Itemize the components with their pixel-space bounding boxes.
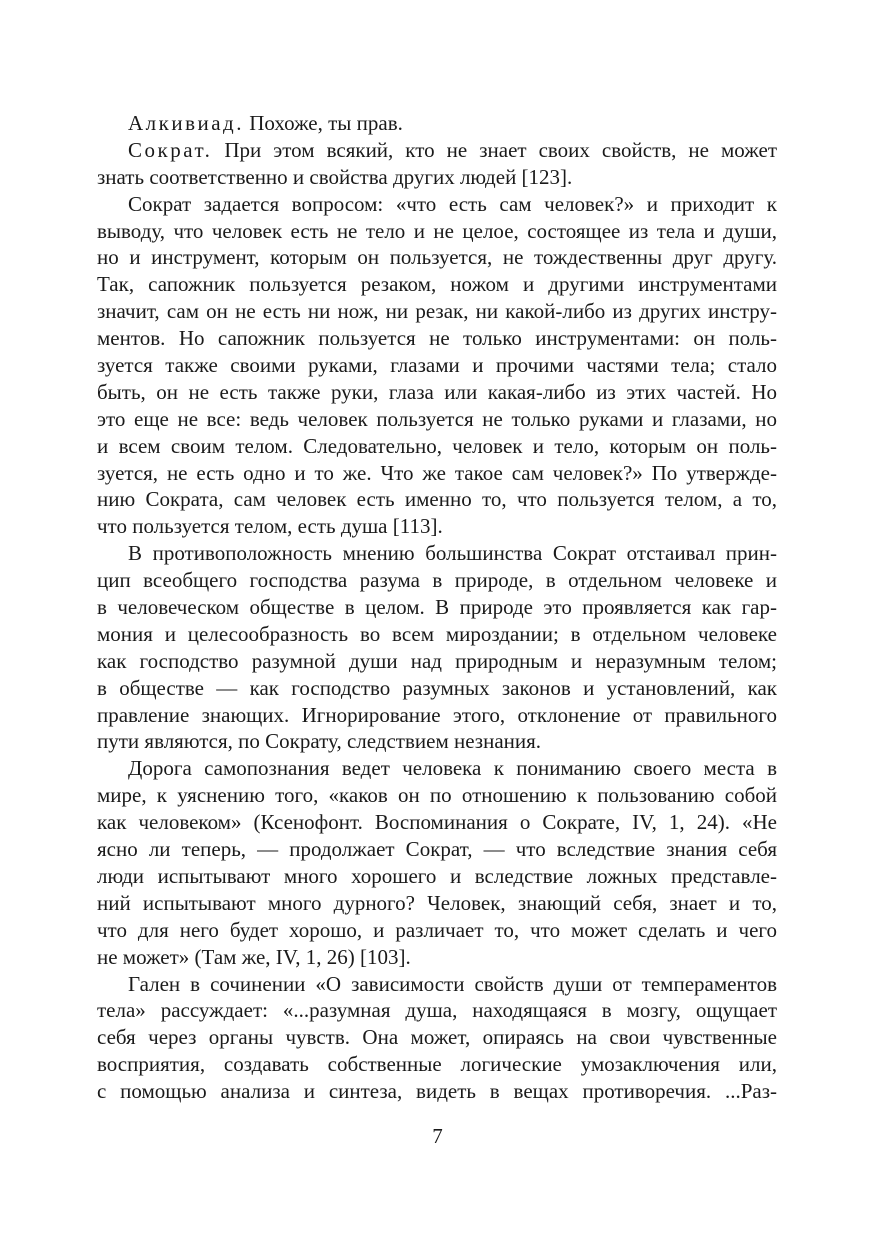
paragraph-galen bbox=[97, 971, 777, 1105]
text-line: цип всеобщего господства разума в природе, в отдельном человеке и bbox=[97, 568, 777, 593]
text-line: это еще не все: ведь человек пользуется не только руками и глазами, но bbox=[97, 406, 777, 431]
text-line: нию Сократа, сам человек есть именно то, что пользуется телом, а то, bbox=[97, 487, 777, 512]
text-line: пути являются, по Сократу, следствием незнания. bbox=[97, 729, 542, 754]
text-line: восприятия, создавать собственные логические умозаключения или, bbox=[97, 1052, 777, 1077]
text-line: не может» (Там же, IV, 1, 26) [103]. bbox=[97, 944, 411, 969]
text-line: зуется также своими руками, глазами и прочими частями тела; стало bbox=[97, 353, 777, 378]
text-line: как господство разумной души над природным и неразумным телом; bbox=[97, 648, 777, 673]
text-line: как человеком» (Ксенофонт. Воспоминания о Сократе, IV, 1, 24). «Не bbox=[97, 810, 777, 835]
text-line: с помощью анализа и синтеза, видеть в вещах противоречия. ...Раз- bbox=[97, 1079, 777, 1104]
text-line: правление знающих. Игнорирование этого, отклонение от правильного bbox=[97, 702, 777, 727]
text-line: что пользуется телом, есть душа [113]. bbox=[97, 514, 443, 539]
text-line: что для него будет хорошо, и различает то, что может сделать и чего bbox=[97, 917, 777, 942]
text-line: люди испытывают много хорошего и вследствие ложных представле- bbox=[97, 863, 777, 888]
speaker-name: Алкивиад. bbox=[128, 111, 244, 135]
text-line: ний испытывают много дурного? Человек, знающий себя, знает и то, bbox=[97, 890, 777, 915]
text-line: но и инструмент, которым он пользуется, не тождественны друг другу. bbox=[97, 245, 777, 270]
text-line: знать соответственно и свойства других людей [123]. bbox=[97, 164, 573, 189]
page-body bbox=[97, 110, 777, 1105]
text-line: значит, сам он не есть ни нож, ни резак, ни какой-либо из других инстру- bbox=[97, 299, 777, 324]
text-line: ясно ли теперь, — продолжает Сократ, — что вследствие знания себя bbox=[97, 837, 777, 862]
speaker-name: Сократ. bbox=[128, 137, 213, 162]
paragraph-socrates-question bbox=[97, 191, 777, 541]
paragraph-reason-dominance bbox=[97, 540, 777, 755]
page-number: 7 bbox=[432, 1124, 443, 1148]
text-line: мония и целесообразность во всем мироздании; в отдельном человеке bbox=[97, 621, 777, 646]
text-line: себя через органы чувств. Она может, опираясь на свои чувственные bbox=[97, 1025, 777, 1050]
text-line: Дорога самопознания ведет человека к пониманию своего места в bbox=[128, 756, 777, 781]
text-line: Сократ. При этом всякий, кто не знает своих свойств, не может bbox=[128, 137, 777, 162]
text-line: Сократ задается вопросом: «что есть сам человек?» и приходит к bbox=[128, 191, 777, 216]
text-line: Гален в сочинении «О зависимости свойств души от темпераментов bbox=[128, 971, 777, 996]
text-line: и всем своим телом. Следовательно, человек и тело, которым он поль- bbox=[97, 433, 777, 458]
text-line: в обществе — как господство разумных законов и установлений, как bbox=[97, 675, 777, 700]
paragraph-dialogue-alcibiades bbox=[97, 110, 777, 137]
text-line: В противоположность мнению большинства Сократ отстаивал прин- bbox=[128, 541, 777, 566]
text-line: зуется, не есть одно и то же. Что же такое сам человек?» По утвержде- bbox=[97, 460, 777, 485]
text-line: Алкивиад. Похоже, ты прав. bbox=[128, 111, 403, 135]
text-line: в человеческом обществе в целом. В природе это проявляется как гар- bbox=[97, 595, 777, 620]
text-line: тела» рассуждает: «...разумная душа, находящаяся в мозгу, ощущает bbox=[97, 998, 777, 1023]
paragraph-self-knowledge bbox=[97, 755, 777, 970]
paragraph-dialogue-socrates bbox=[97, 137, 777, 191]
text-line: ментов. Но сапожник пользуется не только инструментами: он поль- bbox=[97, 326, 777, 351]
text-line: быть, он не есть также руки, глаза или какая-либо из этих частей. Но bbox=[97, 379, 777, 404]
text-line: выводу, что человек есть не тело и не целое, состоящее из тела и души, bbox=[97, 218, 777, 243]
text-line: Так, сапожник пользуется резаком, ножом и другими инструментами bbox=[97, 272, 777, 297]
text-line: мире, к уяснению того, «каков он по отношению к пользованию собой bbox=[97, 783, 777, 808]
